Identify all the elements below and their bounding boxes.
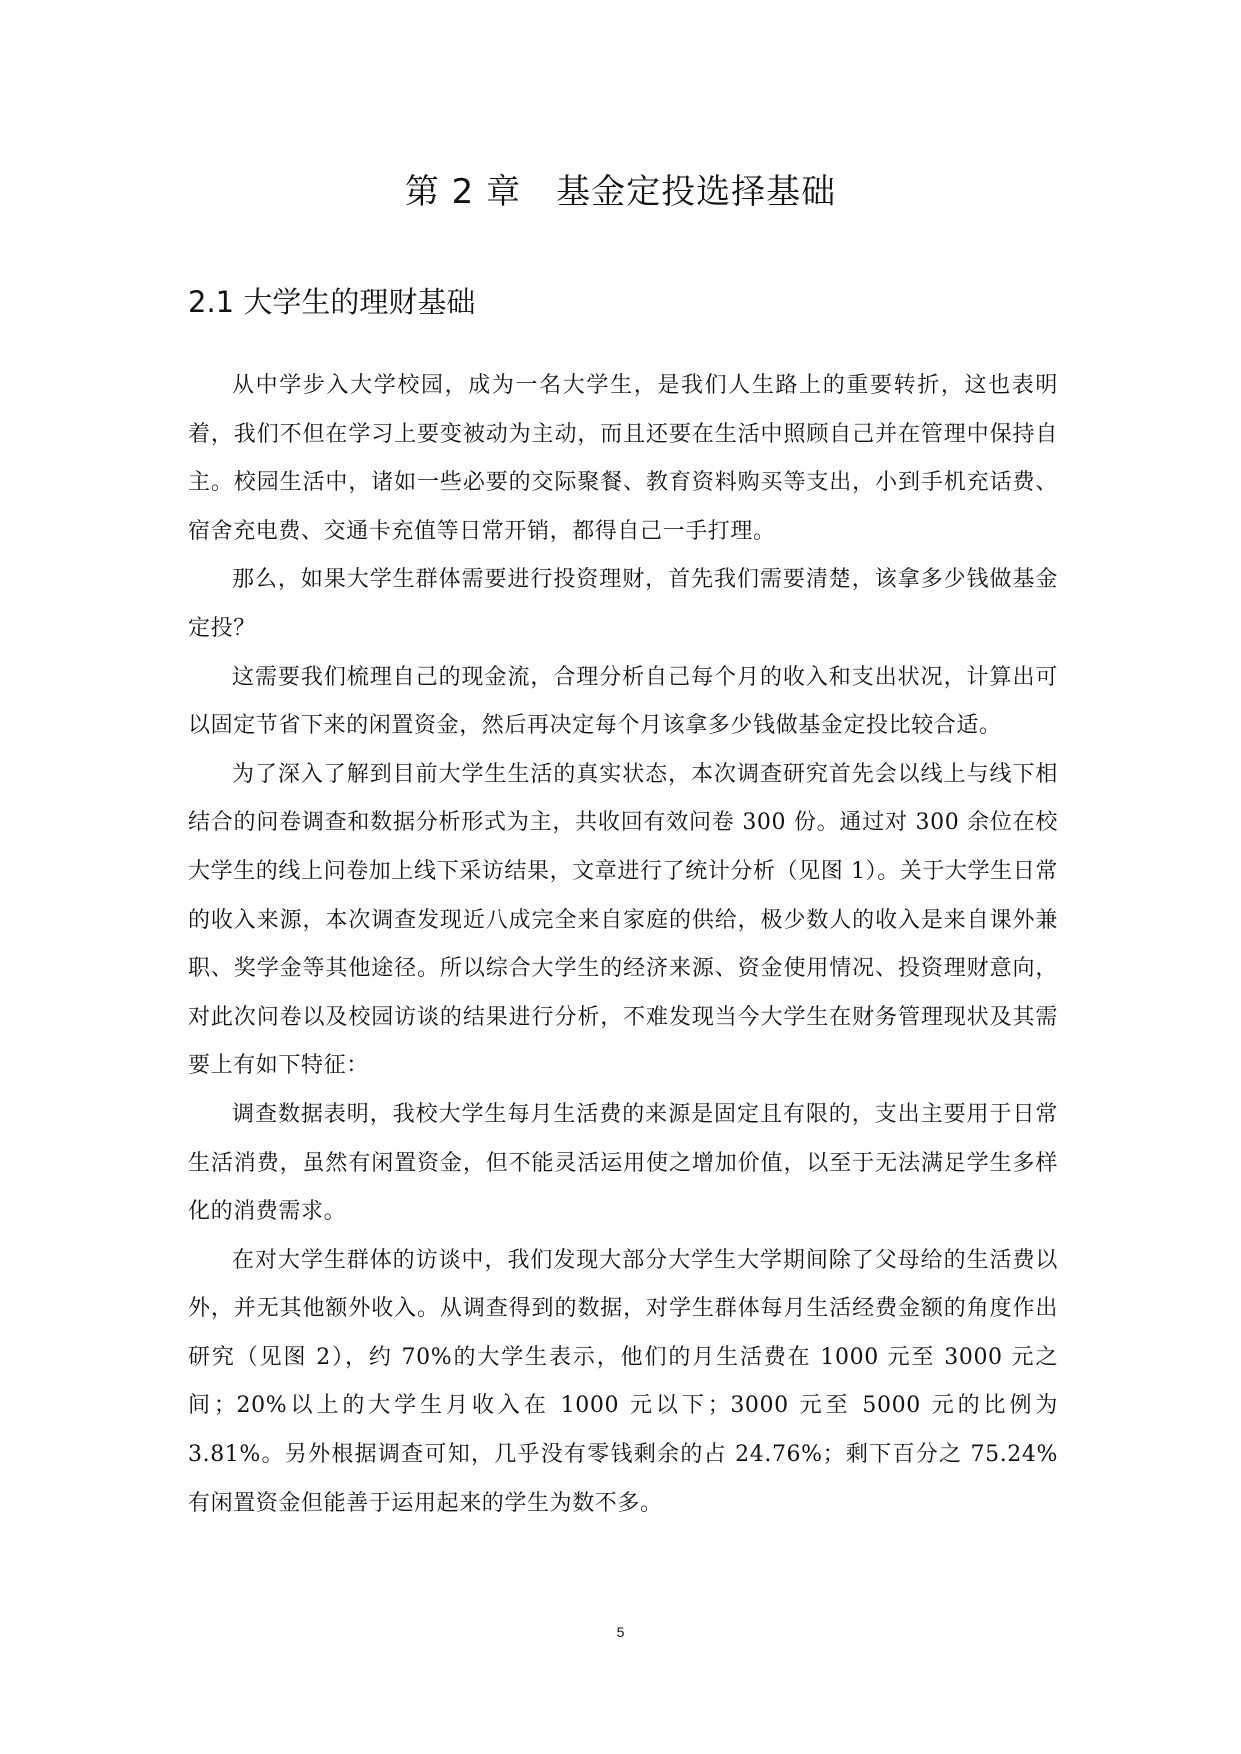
paragraph: 为了深入了解到目前大学生生活的真实状态，本次调查研究首先会以线上与线下相结合的问卷调查和数据分析形式为主，共收回有效问卷 300 份。通过对 300 余位在校大学生的线上问卷加上线下采访结果，文章进行了统计分析（见图 1）。关于大学生日常的收入来源，本次调查发现近八成完全来自家庭的供给，极少数人的收入是来自课外兼职、奖学金等其他途径。所以综合大学生的经济来源、资金使用情况、投资理财意向，对此次问卷以及校园访谈的结果进行分析，不难发现当今大学生在财务管理现状及其需要上有如下特征：	[188, 761, 1058, 1079]
paragraph: 调查数据表明，我校大学生每月生活费的来源是固定且有限的，支出主要用于日常生活消费，虽然有闲置资金，但不能灵活运用使之增加价值，以至于无法满足学生多样化的消费需求。	[188, 1101, 1058, 1225]
page-number: 5	[616, 1624, 625, 1640]
paragraph: 从中学步入大学校园，成为一名大学生，是我们人生路上的重要转折，这也表明着，我们不但在学习上要变被动为主动，而且还要在生活中照顾自己并在管理中保持自主。校园生活中，诸如一些必要的交际聚餐、教育资料购买等支出，小到手机充话费、宿舍充电费、交通卡充值等日常开销，都得自己一手打理。	[188, 373, 1058, 544]
paragraph: 在对大学生群体的访谈中，我们发现大部分大学生大学期间除了父母给的生活费以外，并无其他额外收入。从调查得到的数据，对学生群体每月生活经费金额的角度作出研究（见图 2），约 70%的大学生表示，他们的月生活费在 1000 元至 3000 元之间；20%以上的大学生月收入在 1000 元以下；3000 元至 5000 元的比例为 3.81%。另外根据调查可知，几乎没有零钱剩余的占 24.76%；剩下百分之 75.24%有闲置资金但能善于运用起来的学生为数不多。	[188, 1247, 1058, 1516]
chapter-title: 第 2 章 基金定投选择基础	[404, 172, 837, 212]
paragraph: 这需要我们梳理自己的现金流，合理分析自己每个月的收入和支出状况，计算出可以固定节省下来的闲置资金，然后再决定每个月该拿多少钱做基金定投比较合适。	[188, 664, 1058, 739]
paragraph: 那么，如果大学生群体需要进行投资理财，首先我们需要清楚，该拿多少钱做基金定投？	[188, 567, 1058, 641]
body-text	[188, 362, 1058, 1528]
section-title: 2.1 大学生的理财基础	[188, 285, 476, 319]
